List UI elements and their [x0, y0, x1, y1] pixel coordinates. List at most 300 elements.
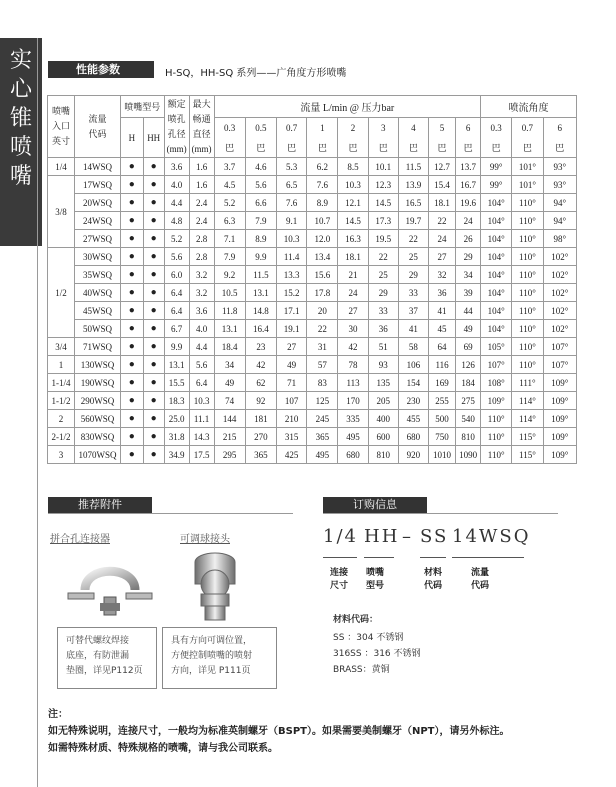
type-h-cell: ● — [120, 356, 143, 374]
flow-code-cell: 1070WSQ — [75, 446, 121, 464]
flow-code-cell: 45WSQ — [75, 302, 121, 320]
flow-cell: 8.9 — [245, 230, 276, 248]
flow-cell: 49 — [214, 374, 245, 392]
orifice-cell: 4.8 — [164, 212, 189, 230]
angle-cell: 109° — [543, 392, 576, 410]
orifice-cell: 15.5 — [164, 374, 189, 392]
angle-cell: 110° — [512, 338, 543, 356]
angle-cell: 104° — [481, 230, 512, 248]
material-code-title: 材料代码： — [333, 615, 379, 625]
type-h-cell: ● — [120, 194, 143, 212]
side-title-char: 心 — [9, 77, 32, 102]
angle-cell: 115° — [512, 446, 543, 464]
passage-cell: 2.4 — [189, 194, 214, 212]
flow-cell: 19.7 — [398, 212, 428, 230]
flow-cell: 29 — [368, 284, 398, 302]
flow-cell: 11.8 — [214, 302, 245, 320]
angle-cell: 110° — [481, 428, 512, 446]
passage-cell: 3.6 — [189, 302, 214, 320]
pressure-cell: 6 — [456, 118, 481, 138]
angle-cell: 108° — [481, 374, 512, 392]
flow-cell: 680 — [338, 446, 368, 464]
orifice-cell: 3.6 — [164, 158, 189, 176]
angle-cell: 101° — [512, 176, 543, 194]
caption-material: 材料 代码 — [424, 568, 443, 591]
table-row — [48, 374, 577, 392]
flow-cell: 113 — [338, 374, 368, 392]
flow-cell: 3.7 — [214, 158, 245, 176]
inlet-cell: 1/4 — [48, 158, 75, 176]
inlet-cell: 3/4 — [48, 338, 75, 356]
flow-cell: 44 — [456, 302, 481, 320]
flow-code-cell: 24WSQ — [75, 212, 121, 230]
pressure-cell: 0.5 — [245, 118, 276, 138]
pressure-cell: 3 — [368, 118, 398, 138]
flow-cell: 6.3 — [214, 212, 245, 230]
flow-cell: 7.9 — [214, 248, 245, 266]
angle-cell: 114° — [512, 410, 543, 428]
table-row — [48, 284, 577, 302]
table-row — [48, 158, 577, 176]
type-h-cell: ● — [120, 230, 143, 248]
type-hh-cell: ● — [143, 248, 164, 266]
angle-cell: 109° — [543, 446, 576, 464]
notes-label: 注： — [48, 709, 68, 720]
flow-cell: 5.6 — [245, 176, 276, 194]
flow-cell: 6.6 — [245, 194, 276, 212]
flow-cell: 27 — [277, 338, 307, 356]
unit-cell: 巴 — [481, 138, 512, 158]
flow-cell: 6.2 — [307, 158, 338, 176]
header-inlet: 喷嘴 入口 英寸 — [48, 96, 75, 158]
accessory-ball-joint-label: 可调球接头 — [180, 534, 230, 545]
angle-cell: 109° — [543, 374, 576, 392]
passage-cell: 3.2 — [189, 266, 214, 284]
flow-cell: 29 — [398, 266, 428, 284]
flow-cell: 495 — [307, 446, 338, 464]
flow-cell: 210 — [277, 410, 307, 428]
flow-cell: 42 — [245, 356, 276, 374]
flow-cell: 5.2 — [214, 194, 245, 212]
flow-cell: 500 — [429, 410, 456, 428]
notes-line-1: 如无特殊说明，连接尺寸，一般均为标准英制螺牙（BSPT）。如果需要美制螺牙（NPT），请另外标注。 — [48, 726, 510, 737]
flow-cell: 9.2 — [214, 266, 245, 284]
flow-cell: 9.1 — [277, 212, 307, 230]
table-row — [48, 302, 577, 320]
table-row — [48, 320, 577, 338]
passage-cell: 14.3 — [189, 428, 214, 446]
passage-cell: 2.4 — [189, 212, 214, 230]
flow-cell: 11.5 — [398, 158, 428, 176]
flow-cell: 125 — [307, 392, 338, 410]
flow-cell: 33 — [368, 302, 398, 320]
notes-line-2: 如需特殊材质、特殊规格的喷嘴，请与我公司联系。 — [48, 743, 278, 754]
pressure-cell: 4 — [398, 118, 428, 138]
flow-cell: 49 — [277, 356, 307, 374]
flow-cell: 255 — [429, 392, 456, 410]
angle-cell: 93° — [543, 176, 576, 194]
header-orifice: 额定 喷孔 孔径 (mm) — [164, 96, 189, 158]
flow-cell: 14.5 — [368, 194, 398, 212]
type-h-cell: ● — [120, 338, 143, 356]
table-row — [48, 266, 577, 284]
code-connection: 1/4 — [323, 526, 358, 547]
header-flow-code: 流量 代码 — [75, 96, 121, 158]
side-title-char: 实 — [9, 48, 32, 73]
series-title: H-SQ，HH-SQ 系列——广角度方形喷嘴 — [165, 68, 347, 79]
flow-cell: 13.1 — [245, 284, 276, 302]
flow-cell: 16.4 — [245, 320, 276, 338]
flow-cell: 41 — [398, 320, 428, 338]
flow-cell: 14.5 — [338, 212, 368, 230]
type-h-cell: ● — [120, 248, 143, 266]
flow-cell: 8.9 — [307, 194, 338, 212]
angle-cell: 102° — [543, 248, 576, 266]
orifice-cell: 13.1 — [164, 356, 189, 374]
code-flow: 14WSQ — [452, 526, 531, 547]
flow-cell: 74 — [214, 392, 245, 410]
flow-cell: 1010 — [429, 446, 456, 464]
unit-cell: 巴 — [214, 138, 245, 158]
orifice-cell: 5.6 — [164, 248, 189, 266]
flow-code-cell: 130WSQ — [75, 356, 121, 374]
table-row — [48, 176, 577, 194]
flow-cell: 49 — [456, 320, 481, 338]
flow-cell: 58 — [398, 338, 428, 356]
accessories-rule — [48, 513, 293, 514]
pressure-cell: 2 — [338, 118, 368, 138]
header-angle: 喷流角度 — [481, 96, 577, 118]
flow-cell: 22 — [307, 320, 338, 338]
angle-cell: 114° — [512, 392, 543, 410]
accessory-clamp-label: 拼合孔连接器 — [50, 534, 110, 545]
angle-cell: 110° — [512, 266, 543, 284]
flow-cell: 42 — [338, 338, 368, 356]
flow-cell: 25 — [398, 248, 428, 266]
orifice-cell: 4.0 — [164, 176, 189, 194]
angle-cell: 111° — [512, 374, 543, 392]
code-material: SS — [420, 526, 449, 547]
accessory-clamp-description: 可替代螺纹焊接 底座，有防泄漏 垫圈，详见P112页 — [57, 627, 157, 689]
inlet-cell: 1-1/4 — [48, 374, 75, 392]
passage-cell: 17.5 — [189, 446, 214, 464]
flow-cell: 32 — [429, 266, 456, 284]
type-h-cell: ● — [120, 320, 143, 338]
flow-cell: 78 — [338, 356, 368, 374]
flow-cell: 22 — [429, 212, 456, 230]
flow-cell: 37 — [398, 302, 428, 320]
angle-cell: 94° — [543, 194, 576, 212]
flow-cell: 22 — [368, 248, 398, 266]
type-h-cell: ● — [120, 428, 143, 446]
angle-cell: 104° — [481, 266, 512, 284]
passage-cell: 11.1 — [189, 410, 214, 428]
flow-code-cell: 35WSQ — [75, 266, 121, 284]
table-row — [48, 230, 577, 248]
flow-cell: 64 — [429, 338, 456, 356]
angle-cell: 107° — [543, 338, 576, 356]
flow-cell: 215 — [214, 428, 245, 446]
type-hh-cell: ● — [143, 266, 164, 284]
flow-cell: 810 — [456, 428, 481, 446]
table-row — [48, 428, 577, 446]
flow-cell: 12.7 — [429, 158, 456, 176]
angle-cell: 110° — [512, 230, 543, 248]
header-passage: 最大 畅通 直径 (mm) — [189, 96, 214, 158]
flow-cell: 7.9 — [245, 212, 276, 230]
flow-cell: 7.1 — [214, 230, 245, 248]
flow-cell: 12.0 — [307, 230, 338, 248]
flow-cell: 270 — [245, 428, 276, 446]
type-hh-cell: ● — [143, 230, 164, 248]
code-underline — [452, 557, 524, 558]
table-row — [48, 392, 577, 410]
passage-cell: 2.8 — [189, 230, 214, 248]
flow-cell: 245 — [307, 410, 338, 428]
flow-cell: 10.3 — [338, 176, 368, 194]
flow-cell: 18.1 — [429, 194, 456, 212]
passage-cell: 1.6 — [189, 176, 214, 194]
angle-cell: 110° — [512, 302, 543, 320]
flow-cell: 8.5 — [338, 158, 368, 176]
flow-cell: 14.8 — [245, 302, 276, 320]
flow-cell: 45 — [429, 320, 456, 338]
flow-cell: 400 — [368, 410, 398, 428]
flow-cell: 13.3 — [277, 266, 307, 284]
flow-cell: 1090 — [456, 446, 481, 464]
flow-cell: 10.1 — [368, 158, 398, 176]
type-h-cell: ● — [120, 176, 143, 194]
performance-table — [47, 95, 577, 464]
inlet-cell: 1 — [48, 356, 75, 374]
angle-cell: 104° — [481, 212, 512, 230]
flow-cell: 36 — [368, 320, 398, 338]
type-hh-cell: ● — [143, 356, 164, 374]
passage-cell: 5.6 — [189, 356, 214, 374]
inlet-cell: 3/8 — [48, 176, 75, 248]
flow-code-cell: 290WSQ — [75, 392, 121, 410]
flow-cell: 17.1 — [277, 302, 307, 320]
flow-cell: 17.3 — [368, 212, 398, 230]
inlet-cell: 1/2 — [48, 248, 75, 338]
flow-cell: 19.1 — [277, 320, 307, 338]
pressure-cell: 5 — [429, 118, 456, 138]
flow-cell: 184 — [456, 374, 481, 392]
flow-cell: 365 — [307, 428, 338, 446]
flow-cell: 9.9 — [245, 248, 276, 266]
passage-cell: 1.6 — [189, 158, 214, 176]
flow-cell: 25 — [368, 266, 398, 284]
orifice-cell: 6.4 — [164, 302, 189, 320]
orifice-cell: 34.9 — [164, 446, 189, 464]
flow-cell: 34 — [456, 266, 481, 284]
flow-cell: 39 — [456, 284, 481, 302]
flow-cell: 13.1 — [214, 320, 245, 338]
unit-cell: 巴 — [543, 138, 576, 158]
angle-cell: 102° — [543, 266, 576, 284]
type-h-cell: ● — [120, 158, 143, 176]
flow-code-cell: 71WSQ — [75, 338, 121, 356]
flow-cell: 810 — [368, 446, 398, 464]
flow-cell: 21 — [338, 266, 368, 284]
pressure-cell: 1 — [307, 118, 338, 138]
flow-cell: 24 — [456, 212, 481, 230]
type-hh-cell: ● — [143, 176, 164, 194]
flow-cell: 7.6 — [277, 194, 307, 212]
unit-cell: 巴 — [338, 138, 368, 158]
flow-cell: 275 — [456, 392, 481, 410]
flow-cell: 144 — [214, 410, 245, 428]
angle-cell: 110° — [481, 410, 512, 428]
flow-cell: 26 — [456, 230, 481, 248]
flow-cell: 71 — [277, 374, 307, 392]
unit-cell: 巴 — [456, 138, 481, 158]
flow-cell: 12.3 — [368, 176, 398, 194]
angle-cell: 110° — [512, 248, 543, 266]
header-nozzle-type: 喷嘴型号 — [120, 96, 164, 118]
angle-cell: 109° — [543, 428, 576, 446]
angle-cell: 102° — [543, 320, 576, 338]
material-brass: BRASS：黄铜 — [333, 665, 390, 675]
flow-cell: 181 — [245, 410, 276, 428]
order-rule — [323, 513, 558, 514]
flow-cell: 135 — [368, 374, 398, 392]
flow-cell: 16.7 — [456, 176, 481, 194]
orifice-cell: 6.4 — [164, 284, 189, 302]
flow-cell: 154 — [398, 374, 428, 392]
angle-cell: 101° — [512, 158, 543, 176]
table-row — [48, 356, 577, 374]
table-row — [48, 410, 577, 428]
passage-cell: 6.4 — [189, 374, 214, 392]
type-h-cell: ● — [120, 284, 143, 302]
table-row — [48, 446, 577, 464]
unit-cell: 巴 — [512, 138, 543, 158]
flow-cell: 540 — [456, 410, 481, 428]
flow-cell: 16.5 — [398, 194, 428, 212]
type-h-cell: ● — [120, 374, 143, 392]
flow-cell: 24 — [338, 284, 368, 302]
flow-cell: 41 — [429, 302, 456, 320]
flow-cell: 205 — [368, 392, 398, 410]
flow-cell: 750 — [429, 428, 456, 446]
flow-cell: 6.5 — [277, 176, 307, 194]
type-h-cell: ● — [120, 446, 143, 464]
caption-flow: 流量 代码 — [471, 568, 490, 591]
orifice-cell: 6.0 — [164, 266, 189, 284]
angle-cell: 102° — [543, 302, 576, 320]
flow-cell: 230 — [398, 392, 428, 410]
flow-cell: 170 — [338, 392, 368, 410]
flow-cell: 169 — [429, 374, 456, 392]
flow-cell: 425 — [277, 446, 307, 464]
angle-cell: 107° — [543, 356, 576, 374]
angle-cell: 94° — [543, 212, 576, 230]
caption-connection: 连接 尺寸 — [330, 568, 349, 591]
type-h-cell: ● — [120, 302, 143, 320]
unit-cell: 巴 — [368, 138, 398, 158]
flow-cell: 600 — [368, 428, 398, 446]
flow-code-cell: 20WSQ — [75, 194, 121, 212]
flow-cell: 62 — [245, 374, 276, 392]
code-underline — [323, 557, 357, 558]
flow-cell: 4.5 — [214, 176, 245, 194]
caption-type: 喷嘴 型号 — [366, 568, 385, 591]
flow-cell: 10.5 — [214, 284, 245, 302]
flow-code-cell: 27WSQ — [75, 230, 121, 248]
flow-code-cell: 50WSQ — [75, 320, 121, 338]
angle-cell: 99° — [481, 158, 512, 176]
angle-cell: 105° — [481, 338, 512, 356]
unit-cell: 巴 — [429, 138, 456, 158]
flow-cell: 17.8 — [307, 284, 338, 302]
orifice-cell: 4.4 — [164, 194, 189, 212]
header-type-hh: HH — [143, 118, 164, 158]
angle-cell: 110° — [512, 320, 543, 338]
angle-cell: 102° — [543, 284, 576, 302]
type-hh-cell: ● — [143, 320, 164, 338]
flow-cell: 69 — [456, 338, 481, 356]
angle-cell: 104° — [481, 284, 512, 302]
type-hh-cell: ● — [143, 284, 164, 302]
angle-cell: 93° — [543, 158, 576, 176]
flow-cell: 10.3 — [277, 230, 307, 248]
flow-cell: 11.4 — [277, 248, 307, 266]
flow-cell: 920 — [398, 446, 428, 464]
orifice-cell: 9.9 — [164, 338, 189, 356]
orifice-cell: 6.7 — [164, 320, 189, 338]
flow-code-cell: 830WSQ — [75, 428, 121, 446]
flow-cell: 680 — [398, 428, 428, 446]
angle-cell: 104° — [481, 320, 512, 338]
pressure-cell: 0.3 — [214, 118, 245, 138]
passage-cell: 2.8 — [189, 248, 214, 266]
flow-cell: 126 — [456, 356, 481, 374]
code-dash: – — [402, 526, 413, 547]
flow-cell: 83 — [307, 374, 338, 392]
flow-cell: 93 — [368, 356, 398, 374]
accessories-title: 推荐附件 — [48, 497, 152, 513]
flow-code-cell: 17WSQ — [75, 176, 121, 194]
flow-cell: 15.2 — [277, 284, 307, 302]
flow-cell: 16.3 — [338, 230, 368, 248]
angle-cell: 104° — [481, 248, 512, 266]
table-row — [48, 194, 577, 212]
flow-cell: 20 — [307, 302, 338, 320]
angle-cell: 104° — [481, 302, 512, 320]
inlet-cell: 2 — [48, 410, 75, 428]
flow-cell: 12.1 — [338, 194, 368, 212]
flow-cell: 295 — [214, 446, 245, 464]
angle-cell: 110° — [512, 284, 543, 302]
flow-cell: 13.7 — [456, 158, 481, 176]
side-title-char: 喷 — [9, 135, 32, 160]
pressure-cell: 0.7 — [277, 118, 307, 138]
flow-cell: 31 — [307, 338, 338, 356]
type-hh-cell: ● — [143, 446, 164, 464]
type-hh-cell: ● — [143, 302, 164, 320]
unit-cell: 巴 — [277, 138, 307, 158]
flow-cell: 27 — [429, 248, 456, 266]
side-divider — [37, 38, 38, 787]
type-hh-cell: ● — [143, 212, 164, 230]
type-hh-cell: ● — [143, 428, 164, 446]
accessory-ball-joint-description: 具有方向可调位置， 方便控制喷嘴的喷射 方向，详见 P111页 — [162, 627, 277, 689]
angle-cell: 109° — [481, 392, 512, 410]
type-hh-cell: ● — [143, 158, 164, 176]
flow-cell: 315 — [277, 428, 307, 446]
type-h-cell: ● — [120, 266, 143, 284]
